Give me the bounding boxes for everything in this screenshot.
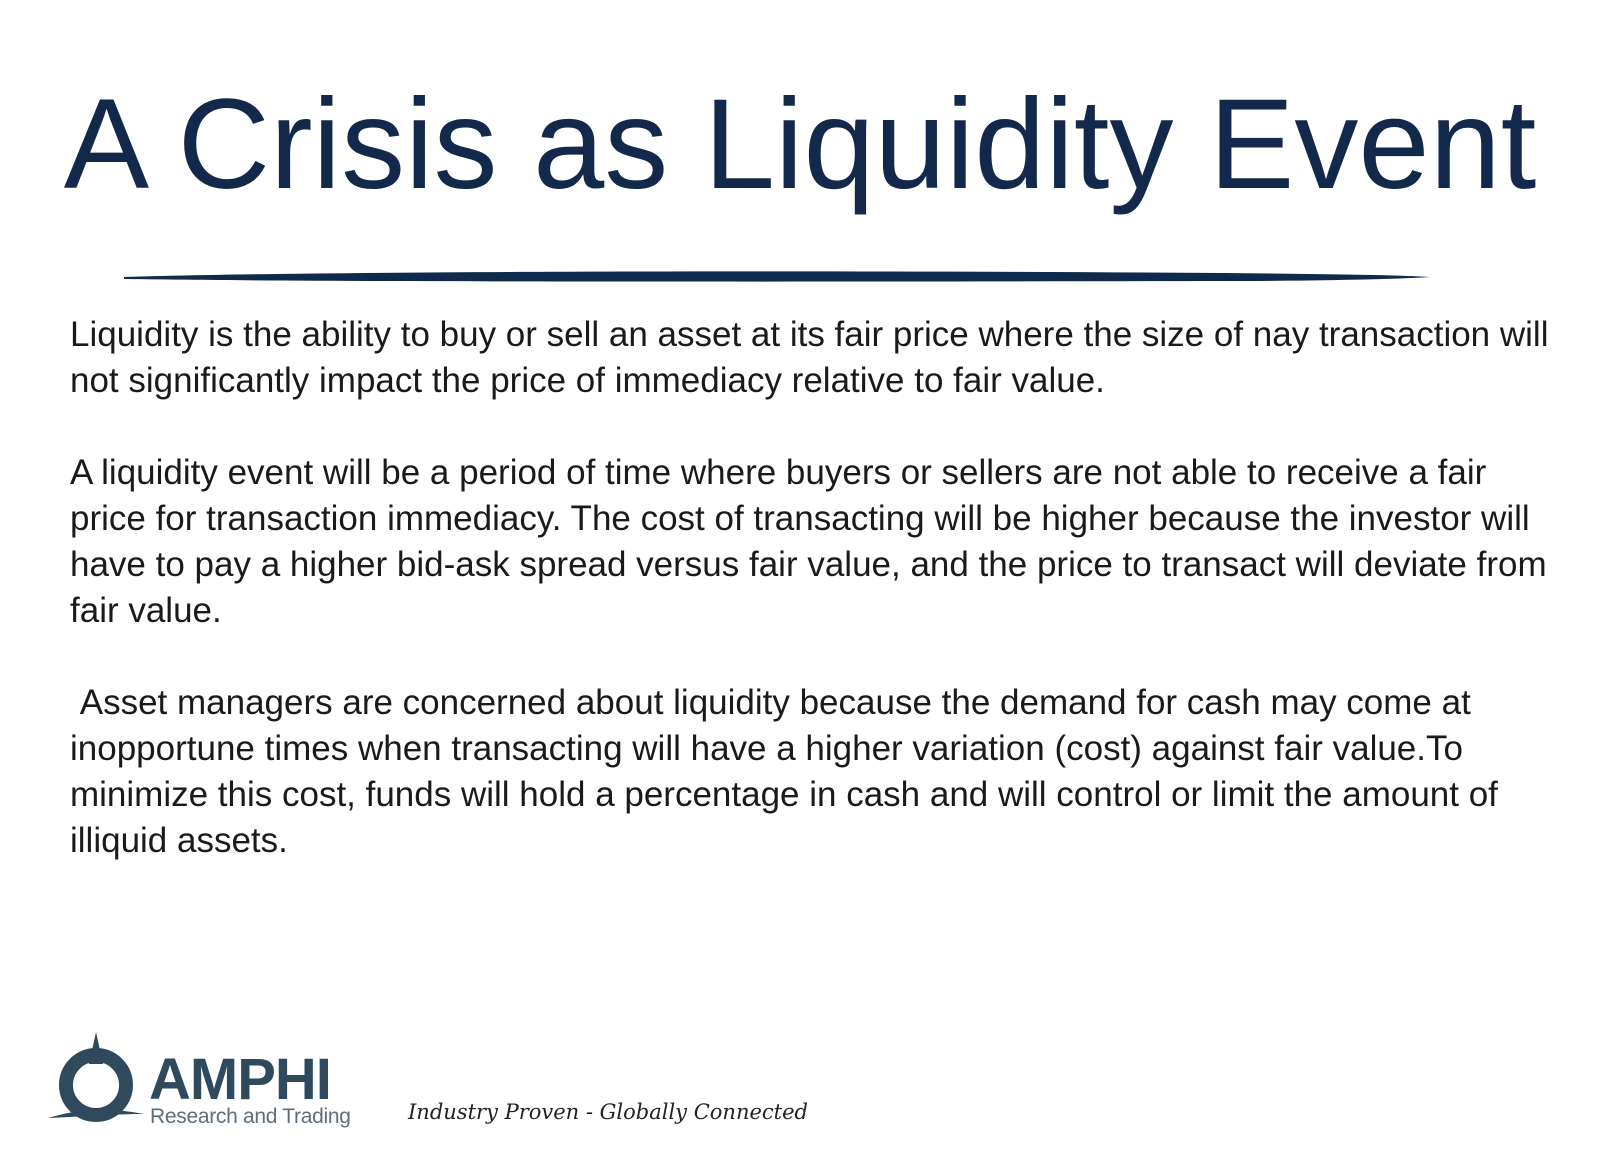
- title-divider: [122, 267, 1432, 285]
- amphi-logo: [46, 1030, 366, 1140]
- slide-body: [70, 312, 1570, 910]
- logo-subtitle: Research and Trading: [150, 1105, 351, 1128]
- paragraph-asset-managers: Asset managers are concerned about liquidity because the demand for cash may come at inopportune times when transacting will have a higher variation (cost) against fair value.To minimize this cost, funds will hold a percentage in cash and will control or limit the amount of illiquid assets.: [70, 683, 1508, 860]
- paragraph-liquidity-event: A liquidity event will be a period of time where buyers or sellers are not able to receive a fair price for transaction immediacy. The cost of transacting will be higher because the investor will have to pay a higher bid-ask spread versus fair value, and the price to transact will deviate from fair value.: [70, 453, 1557, 630]
- paragraph-liquidity-definition: Liquidity is the ability to buy or sell an asset at its fair price where the size of nay transaction will not significantly impact the price of immediacy relative to fair value.: [70, 315, 1559, 400]
- footer-tagline: Industry Proven - Globally Connected: [408, 1100, 808, 1124]
- triangle-a-logo-icon: [46, 1030, 146, 1125]
- logo-name: AMPHI: [149, 1047, 331, 1112]
- slide-title: A Crisis as Liquidity Event: [63, 73, 1537, 216]
